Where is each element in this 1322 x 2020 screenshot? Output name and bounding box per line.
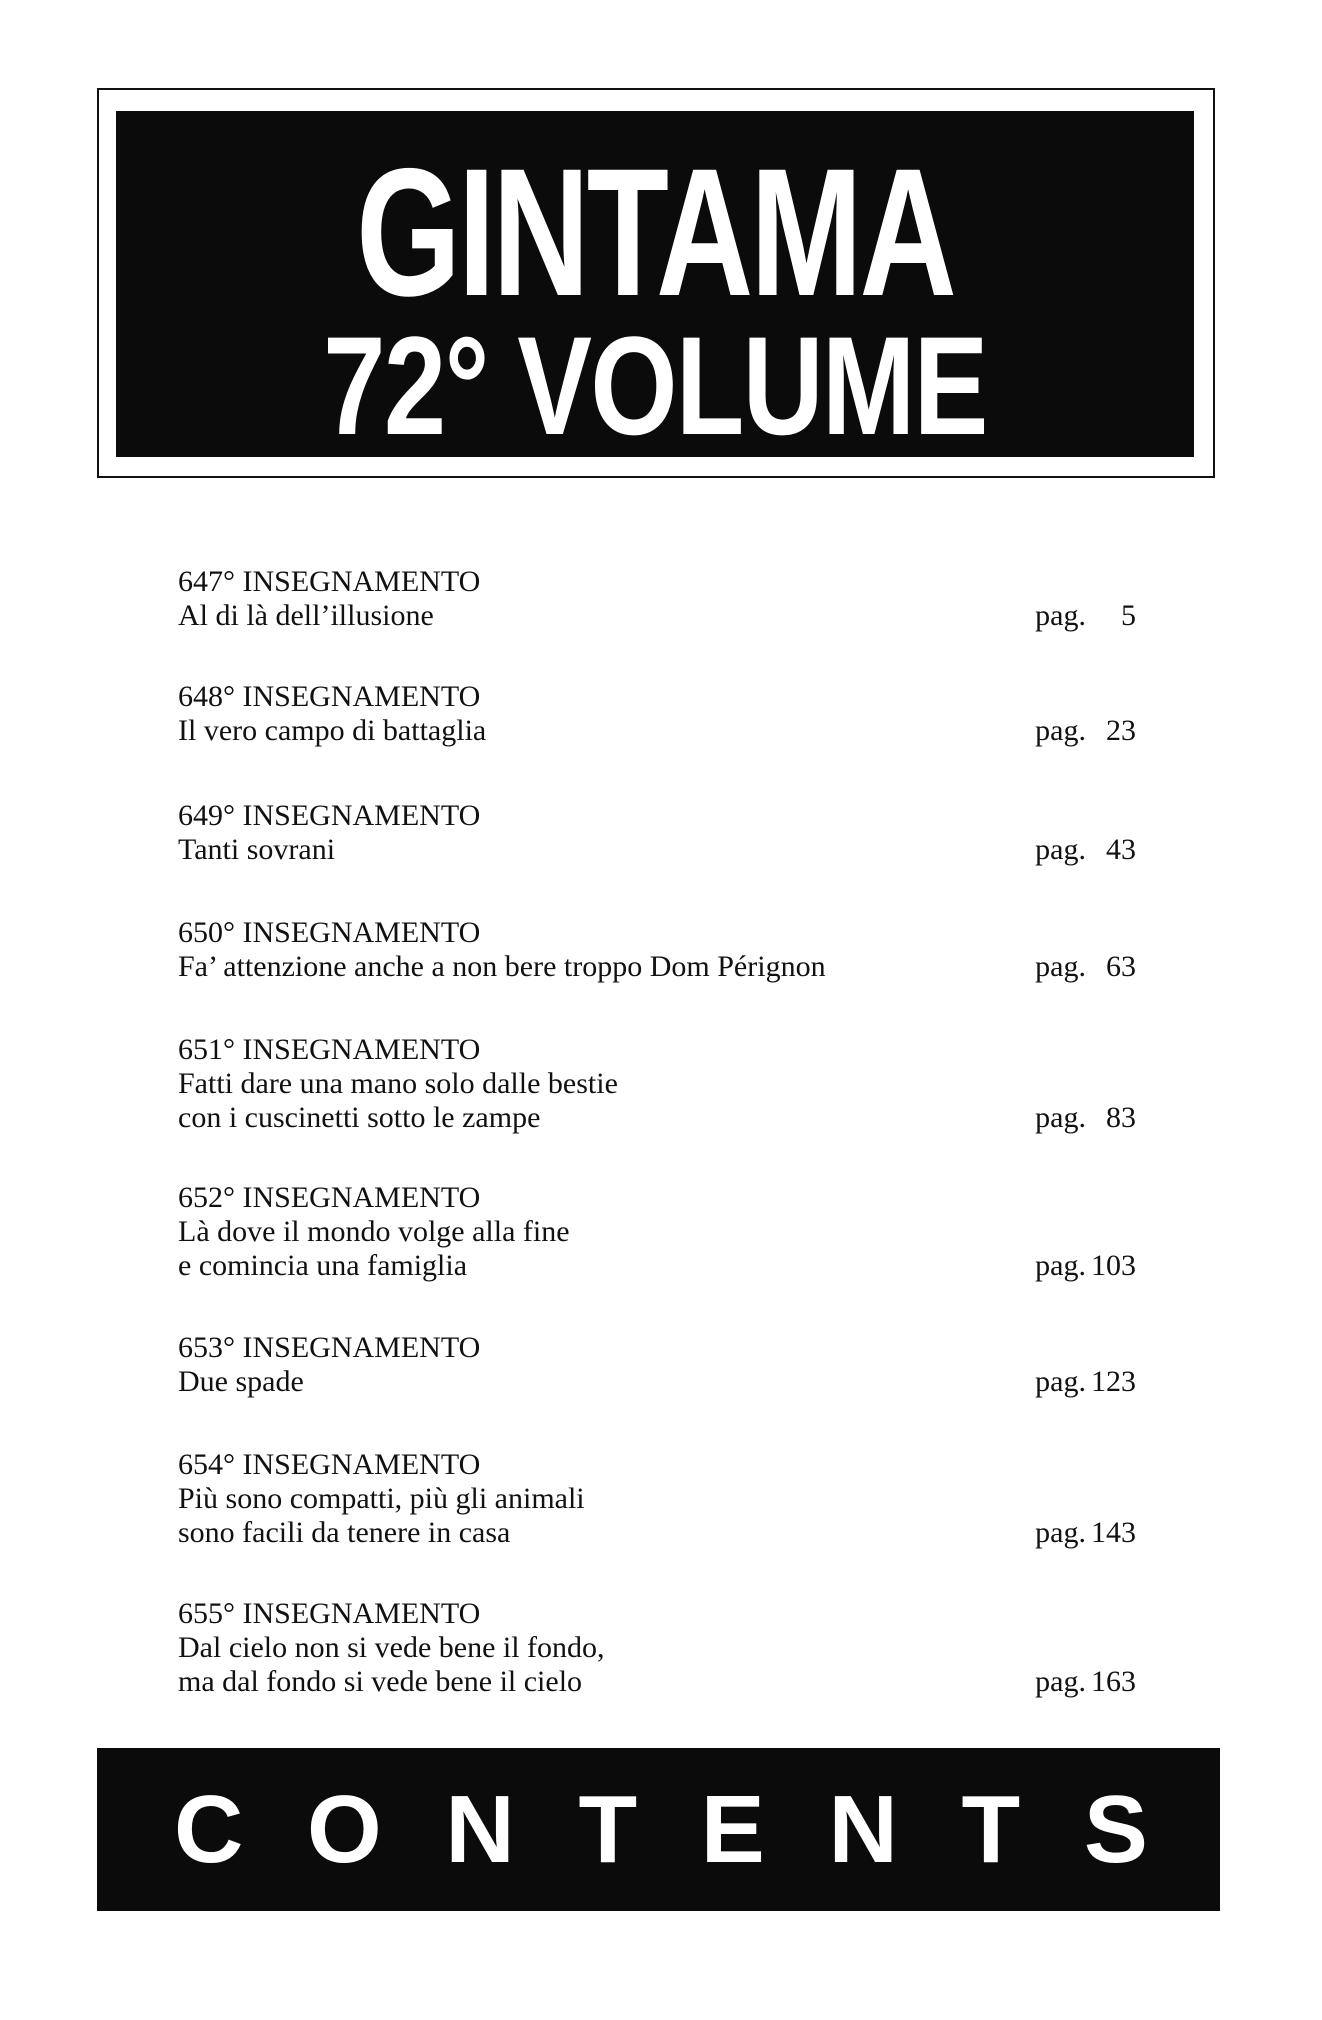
page-number: 43: [1106, 833, 1136, 866]
toc-entry: [178, 916, 1136, 984]
page-reference: [1035, 714, 1136, 748]
chapter-number: 648° INSEGNAMENTO: [178, 680, 481, 713]
pag-label: pag.: [1035, 714, 1086, 747]
pag-label: pag.: [1035, 1101, 1086, 1134]
pag-label: pag.: [1035, 833, 1086, 866]
chapter-title: Al di là dell’illusione: [178, 599, 434, 632]
page-number: 23: [1106, 714, 1136, 747]
page-reference: [1035, 1665, 1136, 1699]
chapter-title: e comincia una famiglia: [178, 1249, 468, 1282]
page-number: 5: [1121, 599, 1136, 632]
pag-label: pag.: [1035, 1365, 1086, 1398]
chapter-number: 654° INSEGNAMENTO: [178, 1448, 481, 1481]
chapter-title: Fatti dare una mano solo dalle bestie: [178, 1067, 618, 1100]
page-number: 63: [1106, 950, 1136, 983]
page-reference: [1035, 833, 1136, 867]
contents-letter: S: [1083, 1775, 1148, 1883]
page-number: 143: [1091, 1516, 1136, 1549]
page-reference: [1035, 599, 1136, 633]
contents-letter: T: [961, 1775, 1021, 1883]
contents-letter: T: [578, 1775, 638, 1883]
chapter-number: 651° INSEGNAMENTO: [178, 1033, 481, 1066]
chapter-title: ma dal fondo si vede bene il cielo: [178, 1665, 583, 1698]
page-reference: [1035, 950, 1136, 984]
pag-label: pag.: [1035, 1249, 1086, 1282]
toc-entry: [178, 799, 1136, 867]
chapter-number: 652° INSEGNAMENTO: [178, 1181, 481, 1214]
chapter-title: Il vero campo di battaglia: [178, 714, 487, 747]
chapter-title: Dal cielo non si vede bene il fondo,: [178, 1631, 605, 1664]
toc-entry: [178, 680, 1136, 748]
contents-letter: E: [700, 1775, 765, 1883]
pag-label: pag.: [1035, 1665, 1086, 1698]
volume-title: 72° VOLUME: [323, 307, 987, 464]
pag-label: pag.: [1035, 599, 1086, 632]
page-reference: [1035, 1365, 1136, 1399]
chapter-title: Più sono compatti, più gli animali: [178, 1482, 585, 1515]
pag-label: pag.: [1035, 1516, 1086, 1549]
chapter-title: Due spade: [178, 1365, 304, 1398]
pag-label: pag.: [1035, 950, 1086, 983]
chapter-title: Tanti sovrani: [178, 833, 336, 866]
chapter-number: 649° INSEGNAMENTO: [178, 799, 481, 832]
chapter-number: 653° INSEGNAMENTO: [178, 1331, 481, 1364]
chapter-number: 647° INSEGNAMENTO: [178, 565, 481, 598]
chapter-title: Là dove il mondo volge alla fine: [178, 1215, 570, 1248]
contents-letter: N: [828, 1775, 898, 1883]
contents-letter: C: [174, 1775, 244, 1883]
toc-entry: [178, 1331, 1136, 1399]
page-number: 163: [1091, 1665, 1136, 1698]
contents-letter: O: [307, 1775, 382, 1883]
chapter-number: 655° INSEGNAMENTO: [178, 1597, 481, 1630]
page-reference: [1035, 1101, 1136, 1135]
contents-banner: [97, 1748, 1220, 1911]
toc-entry: [178, 1448, 1136, 1550]
toc-entry: [178, 565, 1136, 633]
toc-entry: [178, 1597, 1136, 1699]
page-reference: [1035, 1516, 1136, 1550]
chapter-title: con i cuscinetti sotto le zampe: [178, 1101, 541, 1134]
toc-entry: [178, 1033, 1136, 1135]
page-number: 83: [1106, 1101, 1136, 1134]
chapter-title: Fa’ attenzione anche a non bere troppo Dom Pérignon: [178, 950, 826, 983]
toc-entry: [178, 1181, 1136, 1283]
chapter-title: sono facili da tenere in casa: [178, 1516, 511, 1549]
title-banner: [116, 111, 1194, 464]
series-title: GINTAMA: [356, 130, 954, 334]
page-reference: [1035, 1249, 1136, 1283]
chapter-number: 650° INSEGNAMENTO: [178, 916, 481, 949]
page-number: 123: [1091, 1365, 1136, 1398]
page-number: 103: [1091, 1249, 1136, 1282]
contents-letter: N: [445, 1775, 515, 1883]
